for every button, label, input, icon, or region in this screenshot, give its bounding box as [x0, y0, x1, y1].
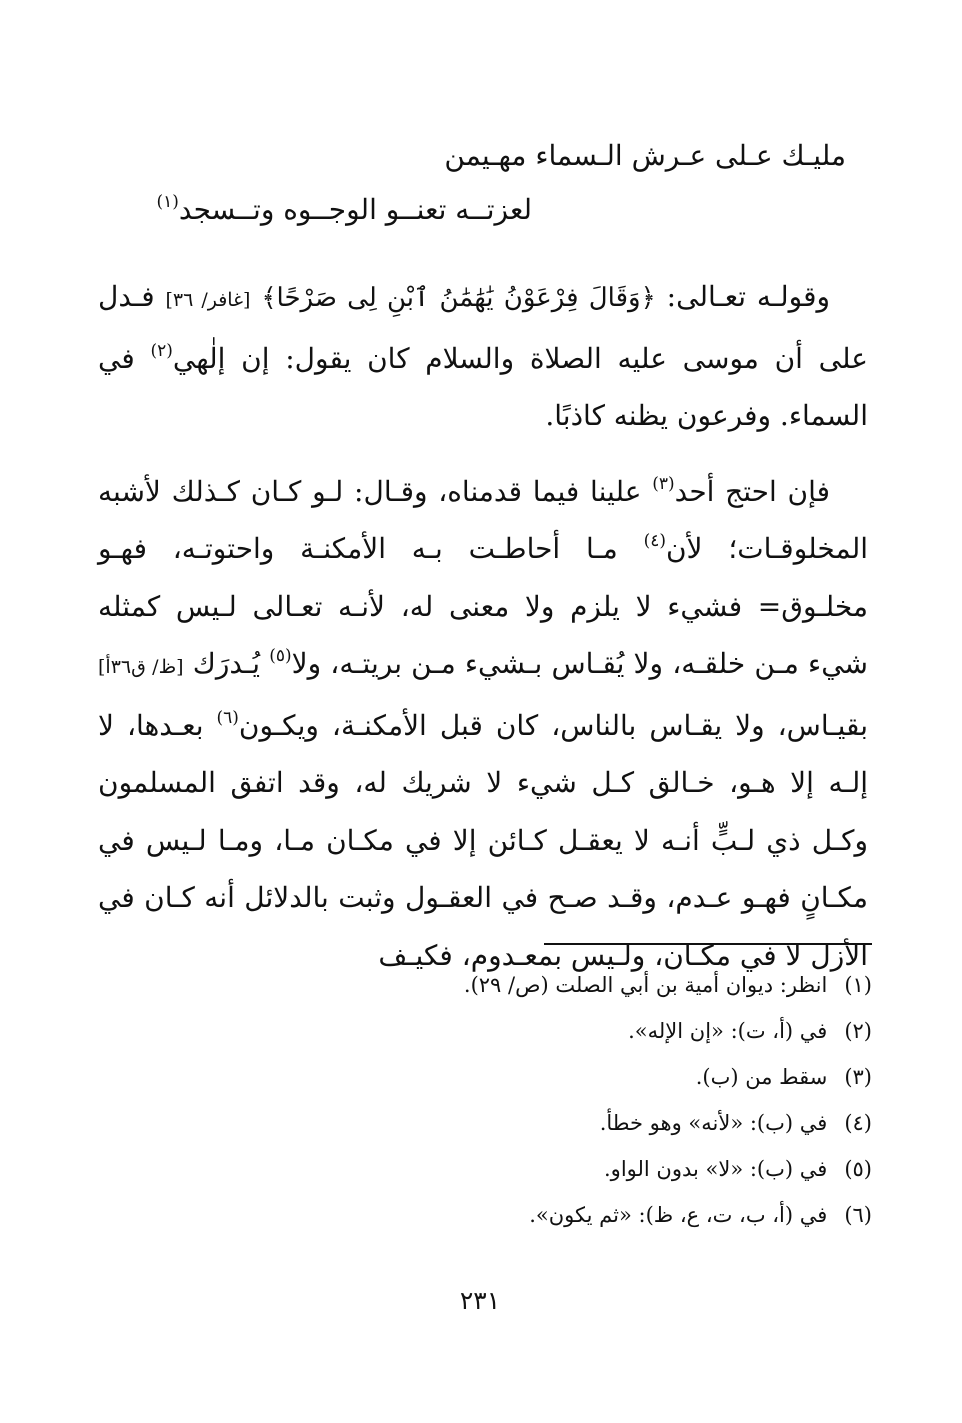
footnote-5	[172, 1146, 872, 1192]
quran-reference: [غافر/ ٣٦]	[165, 289, 251, 311]
footnote-1	[172, 962, 872, 1008]
p2-l2-b: مـا أحاطـت بـه الأمكنـة واحتوتـه، فهـو مخلـوق=	[98, 532, 868, 623]
footnote-marker-1: (١)	[156, 192, 179, 212]
p2-l1-a: فإن احتج أحد	[674, 474, 830, 508]
footnote-number: (٣)	[844, 1065, 872, 1089]
poem-line-2-text: لعزتــه تعنــو الوجــوه وتــسجد	[178, 193, 532, 226]
poem-line-2	[156, 186, 532, 234]
footnote-marker-3: (٣)	[652, 473, 675, 494]
poem-line-1-text: مليـك عـلى عـرش الـسماء مهـيمن	[444, 139, 846, 172]
footnote-text: انظر: ديوان أمية بن أبي الصلت (ص/ ٢٩).	[463, 973, 828, 997]
footnote-number: (١)	[844, 973, 872, 997]
footnote-marker-5: (٥)	[269, 646, 292, 666]
p2-l4-b: يُـدرَك	[192, 647, 261, 680]
main-text	[98, 268, 868, 984]
paragraph-2	[98, 463, 868, 985]
p2-l5-b: بعـدها، لا إلـه إلا هـو، خـالق كـل	[98, 708, 869, 799]
p2-l4-c: بقيـاس، ولا يقـاس	[649, 708, 869, 742]
p1-line3: وفرعون يظنه كاذبًا.	[545, 399, 772, 432]
poem-line-1	[444, 132, 846, 180]
p2-l8: وثبت بالدلائل أنه كـان في الأزل لا في مكـان، ولـيس بمعـدوم، فكيـف	[98, 881, 868, 972]
footnote-text: في (ب): «لا» بدون الواو.	[604, 1157, 828, 1181]
paragraph-1	[98, 268, 868, 445]
page-number: ٢٣١	[459, 1286, 501, 1315]
p2-l3: فشيء لا يلزم ولا معنى له، لأنـه تعـالى لـيس كمثله شيء مـن خلقـه، ولا	[98, 589, 869, 680]
footnote-number: (٥)	[844, 1157, 872, 1181]
footnote-4	[172, 1100, 872, 1146]
footnote-2	[172, 1008, 872, 1054]
p1-line2-b: في السماء.	[98, 341, 868, 432]
footnote-separator	[544, 943, 872, 945]
p1-line2-a: على أن موسى عليه الصلاة والسلام كان يقول: إن إلٰهي	[172, 341, 868, 375]
footnotes	[172, 962, 872, 1238]
p2-l7: إلا في مكـان مـا، ومـا لـيس في مكـانٍ فهـو عـدم، وقـد صـح في العقـول	[98, 823, 868, 914]
footnote-6	[172, 1192, 872, 1238]
p2-l4-a: يُقـاس بـشيء مـن بريتـه، ولا	[291, 647, 625, 680]
footnote-text: في (أ، ت): «إن الإله».	[628, 1019, 828, 1043]
footnote-number: (٤)	[844, 1111, 872, 1135]
footnote-3	[172, 1054, 872, 1100]
p2-l5-a: بالناس، كان قبل الأمكنـة، ويكـون	[238, 708, 637, 742]
footnote-number: (٢)	[844, 1019, 872, 1043]
footnote-number: (٦)	[844, 1203, 872, 1227]
p2-l6: شيء لا شريك له، وقد اتفق المسلمون وكـل ذي لـبٍّ أنـه لا يعقـل كـائن	[98, 766, 869, 857]
quran-verse: ﴿وَقَالَ فِرْعَوْنُ يَٰهَٰمَٰنُ ٱبْنِ لِى صَرْحًا﴾	[261, 283, 656, 313]
p2-l2-a: المخلوقـات؛ لأن	[665, 532, 869, 565]
manuscript-reference: [ظ/ ق٣٦أ]	[98, 656, 184, 678]
footnote-marker-2: (٢)	[150, 340, 173, 361]
footnote-text: في (أ، ب، ت، ع، ظ): «ثم يكون».	[529, 1203, 828, 1227]
footnote-text: في (ب): «لأنه» وهو خطأ.	[599, 1111, 828, 1135]
p1-line1-end: فـدل	[98, 280, 155, 313]
footnote-marker-4: (٤)	[643, 531, 666, 551]
footnote-text: سقط من (ب).	[695, 1065, 828, 1089]
p1-line1-start: وقولـه تعـالى:	[666, 280, 830, 313]
p2-l1-b: علينا فيما قدمناه، وقـال: لـو كـان كـذلك لأشبه	[98, 474, 642, 508]
footnote-marker-6: (٦)	[216, 707, 239, 728]
